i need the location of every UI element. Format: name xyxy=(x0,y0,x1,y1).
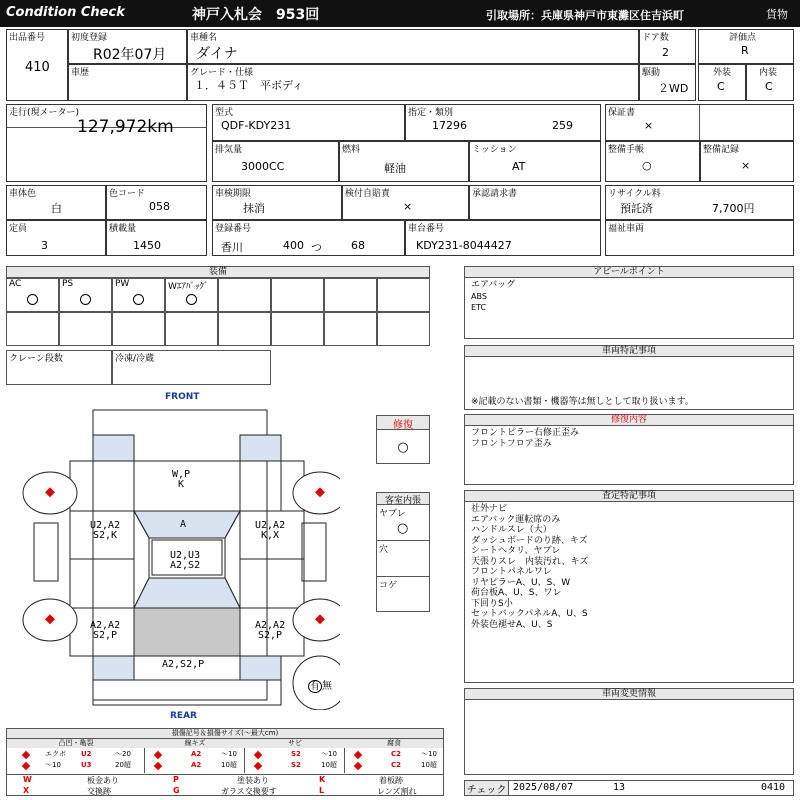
interior-tear-mark: ○ xyxy=(397,521,409,536)
load-label: 積載量 xyxy=(109,224,137,234)
interior-burn xyxy=(377,577,429,611)
legend-corrosion-sub2: ～10 xyxy=(421,750,437,758)
doors-value: 2 xyxy=(662,46,669,59)
legend-corrosion-code1: C2 xyxy=(391,750,402,758)
appeal-title: アピールポイント xyxy=(464,266,794,278)
designation-no: 17296 xyxy=(432,119,467,132)
model-code: QDF-KDY231 xyxy=(221,119,292,132)
repair-detail-line: フロントピラー右修正歪み xyxy=(471,428,580,438)
check-date: 2025/08/07 xyxy=(513,782,574,793)
load-value: 1450 xyxy=(133,239,161,252)
score-value: R xyxy=(741,44,749,57)
legend-corrosion-sub4: 10超 xyxy=(421,761,437,769)
freezer-cell xyxy=(112,350,271,385)
legend-scratch-code1: A2 xyxy=(191,750,202,758)
model-name-cell xyxy=(187,29,639,64)
recycle-cell xyxy=(605,185,794,220)
grade-cell xyxy=(187,64,639,101)
inspector-line: 下回りS小 xyxy=(471,598,513,609)
code-p: P xyxy=(173,775,179,784)
legend-rust-code2: S2 xyxy=(291,761,301,769)
interior-hole xyxy=(377,541,429,577)
diamond-icon xyxy=(154,762,162,770)
legend-dent-sub4: 20超 xyxy=(115,761,131,769)
capacity-value: 3 xyxy=(41,239,48,252)
crane-label: クレーン段数 xyxy=(9,354,63,364)
front-label: FRONT xyxy=(165,392,200,402)
code-k-desc: 着板跡 xyxy=(379,776,403,785)
dmg-top-text: W,P K xyxy=(172,469,191,490)
ext-cell xyxy=(698,64,746,101)
spare-no: 無 xyxy=(322,681,332,692)
inspector-line: フロントパネルワレ xyxy=(471,567,552,577)
maint-book-cell xyxy=(605,141,700,182)
inspector-line: 天張りスレ 内装汚れ、キズ xyxy=(471,556,589,567)
freezer-label: 冷凍/冷蔵 xyxy=(115,354,155,364)
int-cell xyxy=(746,64,794,101)
code-x-desc: 交換跡 xyxy=(87,787,111,796)
legend-rust-sub2: ～10 xyxy=(321,750,337,758)
equip-empty xyxy=(377,278,430,312)
mileage-cell xyxy=(6,104,207,182)
equip-pw-mark xyxy=(133,294,144,305)
vehicle-category: 貨物 xyxy=(766,8,788,21)
legend-dent-sub2: ～20 xyxy=(115,750,131,758)
mileage-value: 127,972km xyxy=(77,117,174,137)
check-num2: 0410 xyxy=(761,782,786,793)
diamond-icon xyxy=(22,751,30,759)
code-l-desc: レンズ割れ xyxy=(377,787,417,796)
legend-corrosion-code2: C2 xyxy=(391,761,402,769)
rear-label: REAR xyxy=(170,711,197,721)
reg-no-cell xyxy=(212,220,405,256)
equip-ac-label: AC xyxy=(9,279,22,289)
inspector-body xyxy=(464,501,794,683)
history-cell xyxy=(68,64,187,101)
recycle-fee: 7,700円 xyxy=(712,202,755,215)
drive-cell xyxy=(639,64,696,101)
code-g-desc: ガラス交換要す xyxy=(221,787,277,796)
interior-burn-label: コゲ xyxy=(379,581,398,591)
legend-rust-title: サビ xyxy=(245,739,345,748)
chassis-label: 車台番号 xyxy=(408,224,445,234)
capacity-label: 定員 xyxy=(9,224,28,234)
equip-empty xyxy=(271,278,324,312)
body-color-cell xyxy=(6,185,106,220)
mission-label: ミッション xyxy=(472,145,517,155)
equip-empty xyxy=(218,278,271,312)
special-body xyxy=(464,356,794,410)
legend-dent xyxy=(7,739,145,773)
equip-empty xyxy=(59,312,112,346)
inspector-line: 外装色褪せA、U、S xyxy=(471,619,553,630)
equip-pw-label: PW xyxy=(115,279,130,289)
legend-dent-code1: U2 xyxy=(81,750,92,758)
inspection-value: 抹消 xyxy=(243,202,265,215)
equip-ps xyxy=(59,278,112,312)
code-k: K xyxy=(319,775,326,784)
lot-label: 出品番号 xyxy=(9,33,46,43)
grade-value: １．４５Ｔ 平ボディ xyxy=(194,79,304,92)
inspector-title: 査定特記事項 xyxy=(464,490,794,502)
lot-number: 410 xyxy=(25,60,50,75)
inspector-line: 社外ナビ xyxy=(471,504,508,514)
insurance-label: 検付自賠責 xyxy=(345,189,391,199)
equip-ps-label: PS xyxy=(62,279,74,289)
equip-empty xyxy=(165,312,218,346)
code-g: G xyxy=(173,786,180,795)
app-title: Condition Check xyxy=(6,5,125,20)
interior-box xyxy=(376,492,430,612)
model-code-label: 型式 xyxy=(215,108,234,118)
displacement-cell xyxy=(212,141,339,182)
legend-title: 損傷記号＆損傷サイズ(～最大cm) xyxy=(7,729,443,739)
chassis-cell xyxy=(405,220,601,256)
welfare-label: 福祉車両 xyxy=(608,224,645,234)
interior-tear-label: ヤブレ xyxy=(379,509,406,519)
mileage-label: 走行(現メーター) xyxy=(9,108,80,118)
reg-no-label: 登録番号 xyxy=(215,224,252,234)
insurance-cell xyxy=(342,185,469,220)
spare-tire xyxy=(308,677,332,692)
legend-scratch-title: 線キズ xyxy=(145,739,245,748)
dmg-left-front: U2,A2 S2,K xyxy=(90,520,121,541)
check-num1: 13 xyxy=(613,782,626,793)
fuel-label: 燃料 xyxy=(342,145,361,155)
code-l: L xyxy=(319,786,325,795)
welfare-cell xyxy=(605,220,794,256)
legend-rust-sub4: 10超 xyxy=(321,761,337,769)
inspection-label: 車検期限 xyxy=(215,189,252,199)
auction-title: 神戸入札会 953回 xyxy=(192,7,320,23)
capacity-cell xyxy=(6,220,106,256)
special-title: 車両特記事項 xyxy=(464,345,794,357)
inspector-line: エアバック運転席のみ xyxy=(471,514,561,525)
category-no: 259 xyxy=(552,119,573,132)
maint-book-label: 整備手帳 xyxy=(608,145,645,155)
model-code-cell xyxy=(212,104,405,141)
inspector-line: セットバックパネルA、U、S xyxy=(471,609,588,619)
inspector-line: ハンドルスレ（大） xyxy=(471,525,552,535)
dmg-left-rear: A2,A2 S2,P xyxy=(90,620,121,641)
reg-area: 香川 xyxy=(221,241,243,254)
legend-rust xyxy=(245,739,345,773)
designation-cell xyxy=(405,104,601,141)
changes-body xyxy=(464,699,794,775)
interior-title: 客室内張 xyxy=(377,493,429,505)
equip-ps-mark xyxy=(80,294,91,305)
model-name: ダイナ xyxy=(196,46,238,62)
appeal-body xyxy=(464,277,794,339)
equip-wair-label: Wｴｱﾊﾞｯｸﾞ xyxy=(168,282,209,292)
changes-title: 車両変更情報 xyxy=(464,688,794,700)
inspector-line: ダッシュボードのり跡、キズ xyxy=(471,535,588,546)
equip-pw xyxy=(112,278,165,312)
mission-cell xyxy=(469,141,601,182)
legend-dent-sub1: エクボ xyxy=(45,750,66,758)
code-x: X xyxy=(23,786,30,795)
color-code-value: 058 xyxy=(149,200,170,213)
warranty-label: 保証書 xyxy=(608,108,636,118)
pickup-location: 引取場所：兵庫県神戸市東灘区住吉浜町 xyxy=(486,9,684,22)
insurance-value: × xyxy=(403,200,413,213)
code-p-desc: 塗装あり xyxy=(237,776,269,785)
legend-groups xyxy=(7,739,443,773)
equipment-grid xyxy=(6,278,430,346)
equip-empty xyxy=(324,312,377,346)
first-reg-value: R02年07月 xyxy=(93,47,167,63)
legend-rust-code1: S2 xyxy=(291,750,301,758)
legend-corrosion-title: 腐食 xyxy=(345,739,443,748)
dmg-right-front: U2,A2 K,X xyxy=(255,520,286,541)
repair-box xyxy=(376,415,430,464)
model-name-label: 車種名 xyxy=(190,33,218,43)
equip-empty xyxy=(218,312,271,346)
doors-cell xyxy=(639,29,696,64)
diamond-icon xyxy=(154,751,162,759)
equip-ac xyxy=(6,278,59,312)
ext-label: 外装 xyxy=(713,68,732,78)
equip-empty xyxy=(324,278,377,312)
equip-wair xyxy=(165,278,218,312)
dmg-hood: A xyxy=(180,519,187,530)
appeal-line: エアバッグ xyxy=(471,280,516,290)
interior-tear xyxy=(377,505,429,541)
maint-record-value: × xyxy=(741,159,751,172)
spare-yes: 有 xyxy=(310,681,320,692)
inspector-line: 荷台板A、U、S、ワレ xyxy=(471,588,562,598)
body-color-value: 白 xyxy=(51,202,62,215)
legend-dent-title: 凸凹・亀裂 xyxy=(7,739,145,748)
reg-kana: つ xyxy=(311,241,322,254)
first-reg-cell xyxy=(68,29,187,64)
repair-detail-title: 修復内容 xyxy=(464,414,794,426)
dmg-right-rear: A2,A2 S2,P xyxy=(255,620,286,641)
equip-empty xyxy=(377,312,430,346)
lot-cell xyxy=(6,29,68,101)
first-reg-label: 初度登録 xyxy=(71,33,108,43)
maint-book-value: ○ xyxy=(642,159,652,172)
reg-class: 400 xyxy=(283,239,304,252)
equip-empty xyxy=(6,312,59,346)
legend-dent-sub3: ～10 xyxy=(45,761,61,769)
recycle-status: 預託済 xyxy=(620,202,653,215)
approval-cell xyxy=(469,185,601,220)
doors-label: ドア数 xyxy=(642,33,669,43)
inspector-line: リヤピラーA、U、S、W xyxy=(471,577,571,588)
inspection-cell xyxy=(212,185,342,220)
color-code-label: 色コード xyxy=(109,189,146,199)
diamond-icon xyxy=(354,751,362,759)
legend-scratch-sub4: 10超 xyxy=(221,761,237,769)
chassis-value: KDY231-8044427 xyxy=(416,239,512,252)
legend-codes xyxy=(7,774,443,796)
legend-corrosion xyxy=(345,739,443,773)
maint-record-cell xyxy=(700,141,794,182)
designation-label: 指定・類別 xyxy=(408,108,454,118)
load-cell xyxy=(106,220,207,256)
appeal-line: ETC xyxy=(471,303,487,312)
repair-detail-body xyxy=(464,425,794,485)
approval-label: 承認請求書 xyxy=(472,189,518,199)
code-w-desc: 板金あり xyxy=(87,776,119,785)
mission-value: AT xyxy=(512,160,526,173)
interior-hole-label: 穴 xyxy=(379,545,389,555)
dmg-back: A2,S2,P xyxy=(162,659,205,670)
code-w: W xyxy=(23,775,32,784)
color-code-cell xyxy=(106,185,207,220)
body-color-label: 車体色 xyxy=(9,189,37,199)
int-label: 内装 xyxy=(759,68,778,78)
repair-detail-line: フロントフロア歪み xyxy=(471,439,552,449)
ext-value: C xyxy=(717,80,725,93)
fuel-value: 軽油 xyxy=(384,162,406,175)
score-label: 評価点 xyxy=(729,33,757,43)
header-bar xyxy=(0,0,800,27)
appeal-line: ABS xyxy=(471,292,487,301)
repair-mark: ○ xyxy=(397,440,409,455)
equipment-title: 装備 xyxy=(6,266,430,278)
crane-cell xyxy=(6,350,112,385)
diamond-icon xyxy=(254,751,262,759)
legend xyxy=(6,728,444,796)
drive-label: 駆動 xyxy=(642,68,661,78)
score-cell xyxy=(698,29,794,64)
inspector-line: シートヘタリ、ヤブレ xyxy=(471,546,561,556)
history-label: 車歴 xyxy=(71,68,90,78)
displacement-value: 3000CC xyxy=(241,160,285,173)
grade-label: グレード・仕様 xyxy=(190,68,254,78)
diamond-icon xyxy=(254,762,262,770)
maint-record-label: 整備記録 xyxy=(703,145,740,155)
check-row xyxy=(464,780,794,796)
special-note: ※記載のない書類・機器等は無しとして取り扱います。 xyxy=(471,397,694,407)
repair-title: 修復 xyxy=(377,416,429,430)
diamond-icon xyxy=(354,762,362,770)
equip-empty xyxy=(271,312,324,346)
equip-wair-mark xyxy=(186,294,197,305)
drive-value: ２WD xyxy=(658,82,689,95)
dmg-center: U2,U3 A2,S2 xyxy=(170,550,201,571)
recycle-label: リサイクル料 xyxy=(608,189,661,199)
legend-scratch-code2: A2 xyxy=(191,761,202,769)
int-value: C xyxy=(765,80,773,93)
warranty-cell xyxy=(605,104,794,141)
equip-empty xyxy=(112,312,165,346)
check-label: チェック xyxy=(465,781,509,795)
displacement-label: 排気量 xyxy=(215,145,243,155)
fuel-cell xyxy=(339,141,469,182)
warranty-value: × xyxy=(644,119,654,132)
reg-num: 68 xyxy=(351,239,365,252)
dmg-top xyxy=(172,470,190,490)
diamond-icon xyxy=(22,762,30,770)
legend-scratch-sub2: ～10 xyxy=(221,750,237,758)
legend-scratch xyxy=(145,739,245,773)
equip-ac-mark xyxy=(27,294,38,305)
legend-dent-code2: U3 xyxy=(81,761,92,769)
